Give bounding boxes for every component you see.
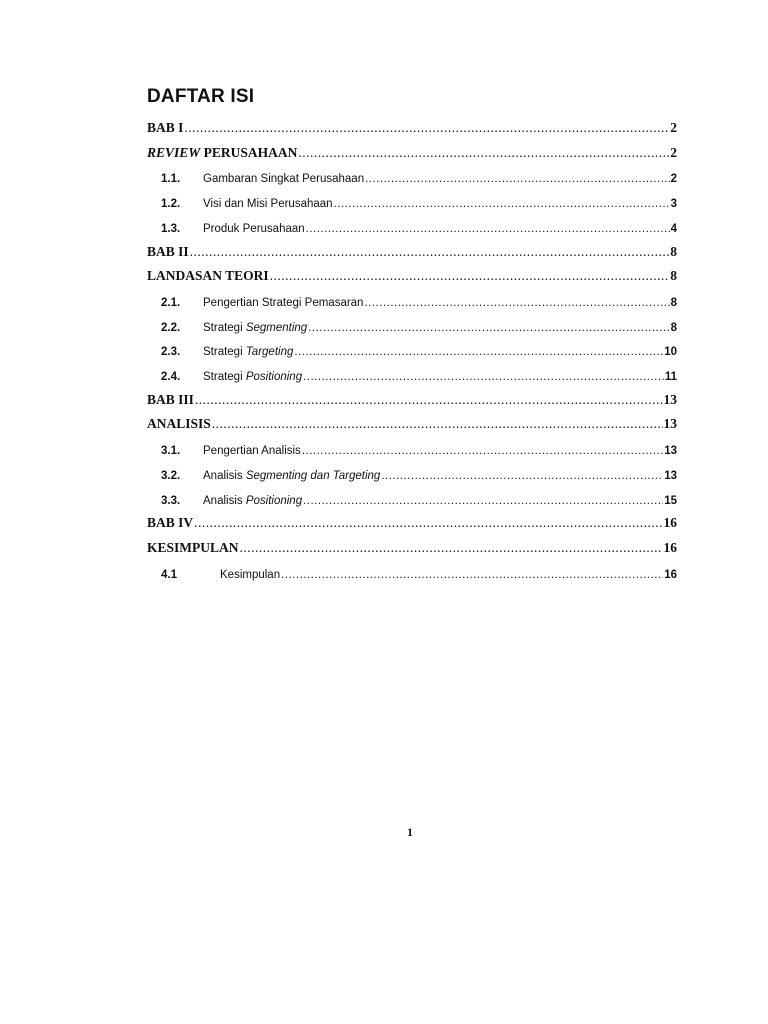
toc-entry-italic-text: Segmenting	[245, 321, 308, 334]
page-number: 1	[407, 825, 413, 839]
toc-entry-plain-text: Gambaran Singkat Perusahaan	[203, 173, 365, 186]
toc-page-number: 10	[664, 346, 677, 359]
toc-dot-leader	[298, 145, 669, 161]
toc-entry-plain-text: Kesimpulan	[220, 568, 281, 581]
toc-entry-plain-text: LANDASAN TEORI	[147, 268, 269, 284]
toc-page-number: 8	[670, 243, 677, 259]
toc-entry-plain-text: BAB I	[147, 120, 184, 135]
toc-dot-leader	[195, 392, 663, 408]
toc-entry-text	[203, 495, 302, 507]
toc-entry-plain-text: Visi dan Misi Perusahaan	[203, 198, 333, 211]
toc-page-number: 2	[670, 173, 677, 186]
toc-dot-leader	[212, 416, 663, 432]
toc-dot-leader	[303, 371, 664, 383]
toc-dot-leader	[334, 198, 670, 210]
toc-chapter-entry[interactable]	[147, 532, 677, 556]
toc-chapter-entry[interactable]	[147, 507, 677, 531]
toc-page-number: 4	[670, 222, 677, 235]
toc-page-number: 8	[670, 268, 677, 284]
toc-entry-number: 3.3.	[161, 494, 181, 507]
toc-entry-text	[147, 268, 269, 284]
toc-dot-leader	[240, 540, 663, 556]
toc-entry-text	[203, 470, 380, 482]
toc-page-number: 13	[664, 445, 677, 458]
toc-entry-text	[147, 392, 194, 408]
toc-chapter-entry[interactable]	[147, 137, 677, 161]
toc-entry-text	[147, 416, 211, 432]
page-title: DAFTAR ISI	[147, 86, 255, 107]
toc-entry-text	[203, 322, 307, 334]
toc-entry-italic-text: REVIEW	[147, 144, 201, 160]
toc-page-number: 8	[670, 321, 677, 334]
toc-dot-leader	[294, 346, 663, 358]
toc-page-number: 16	[664, 568, 677, 581]
toc-entry-italic-text: Positioning	[245, 494, 303, 507]
toc-section-entry[interactable]	[147, 483, 677, 507]
toc-entry-text	[147, 515, 193, 531]
toc-page-number: 16	[663, 539, 677, 555]
toc-entry-text	[203, 198, 333, 210]
toc-entry-number: 4.1	[161, 568, 177, 581]
toc-entry-text	[203, 346, 293, 358]
toc-entry-plain-text: KESIMPULAN	[147, 539, 239, 555]
toc-section-entry[interactable]	[147, 458, 677, 482]
toc-section-entry[interactable]	[147, 334, 677, 358]
toc-entry-text	[203, 223, 305, 235]
toc-page-number: 13	[663, 391, 677, 407]
toc-page-number: 15	[664, 494, 677, 507]
toc-entry-plain-text: BAB IV	[147, 515, 194, 531]
toc-page-number: 8	[670, 296, 677, 309]
toc-entry-number: 2.2.	[161, 321, 181, 334]
toc-entry-plain-text: ANALISIS	[147, 416, 211, 432]
toc-page-number: 2	[670, 144, 677, 160]
toc-dot-leader	[364, 297, 669, 309]
toc-section-entry[interactable]	[147, 359, 677, 383]
toc-section-entry[interactable]	[147, 285, 677, 309]
toc-entry-plain-text: Pengertian Analisis	[203, 445, 301, 458]
toc-section-entry[interactable]	[147, 557, 677, 581]
toc-page-number: 11	[664, 371, 677, 383]
toc-dot-leader	[306, 223, 670, 235]
toc-entry-plain-text: Produk Perusahaan	[203, 222, 305, 235]
toc-entry-plain-text: Analisis	[203, 494, 246, 507]
toc-section-entry[interactable]	[147, 161, 677, 185]
toc-chapter-entry[interactable]	[147, 408, 677, 432]
toc-page-number: 3	[670, 198, 677, 211]
toc-entry-text	[220, 569, 280, 581]
toc-dot-leader	[303, 495, 663, 507]
toc-dot-leader	[194, 515, 662, 531]
toc-chapter-entry[interactable]	[147, 236, 677, 260]
toc-section-entry[interactable]	[147, 433, 677, 457]
toc-entry-text	[203, 297, 363, 309]
toc-entry-text	[203, 173, 364, 185]
toc-entry-plain-text: Strategi	[203, 321, 246, 334]
toc-dot-leader	[281, 569, 663, 581]
toc-entry-number: 1.1.	[161, 173, 181, 186]
toc-section-entry[interactable]	[147, 310, 677, 334]
toc-entry-italic-text: Targeting	[245, 346, 294, 359]
toc-page-number: 13	[663, 416, 677, 432]
toc-dot-leader	[184, 120, 669, 136]
toc-entry-italic-text: Segmenting dan Targeting	[245, 469, 381, 482]
toc-section-entry[interactable]	[147, 211, 677, 235]
toc-entry-plain-text: BAB III	[147, 391, 194, 407]
toc-entry-number: 2.1.	[161, 296, 181, 309]
toc-entry-number: 3.2.	[161, 469, 181, 482]
toc-entry-text	[147, 120, 183, 136]
toc-dot-leader	[270, 268, 670, 284]
toc-entry-plain-text: Strategi	[203, 346, 246, 359]
toc-dot-leader	[365, 173, 669, 185]
toc-page-number: 13	[664, 469, 677, 482]
toc-section-entry[interactable]	[147, 186, 677, 210]
toc-entry-italic-text: Positioning	[245, 371, 303, 383]
toc-dot-leader	[190, 244, 670, 260]
toc-entry-plain-text: Strategi	[203, 371, 246, 383]
toc-chapter-entry[interactable]	[147, 260, 677, 284]
toc-chapter-entry[interactable]	[147, 112, 677, 136]
toc-entry-plain-text: PERUSAHAAN	[200, 144, 298, 160]
toc-chapter-entry[interactable]	[147, 384, 677, 408]
toc-dot-leader	[381, 470, 663, 482]
toc-entry-number: 1.3.	[161, 222, 181, 235]
toc-page-number: 16	[663, 515, 677, 531]
toc-entry-text	[147, 145, 297, 161]
toc-entry-text	[203, 371, 302, 383]
toc-entry-plain-text: Analisis	[203, 469, 246, 482]
toc-page-number: 2	[670, 120, 677, 135]
toc-entry-number: 3.1.	[161, 445, 181, 458]
toc-entry-plain-text: BAB II	[147, 243, 189, 259]
toc-entry-text	[147, 540, 239, 556]
toc-entry-text	[203, 445, 301, 457]
toc-entry-text	[147, 244, 189, 260]
toc-dot-leader	[308, 322, 669, 334]
toc-entry-plain-text: Pengertian Strategi Pemasaran	[203, 296, 364, 309]
toc-entry-number: 1.2.	[161, 198, 181, 211]
toc-entry-number: 2.4.	[161, 371, 181, 383]
toc-dot-leader	[302, 445, 663, 457]
toc-entry-number: 2.3.	[161, 346, 181, 359]
